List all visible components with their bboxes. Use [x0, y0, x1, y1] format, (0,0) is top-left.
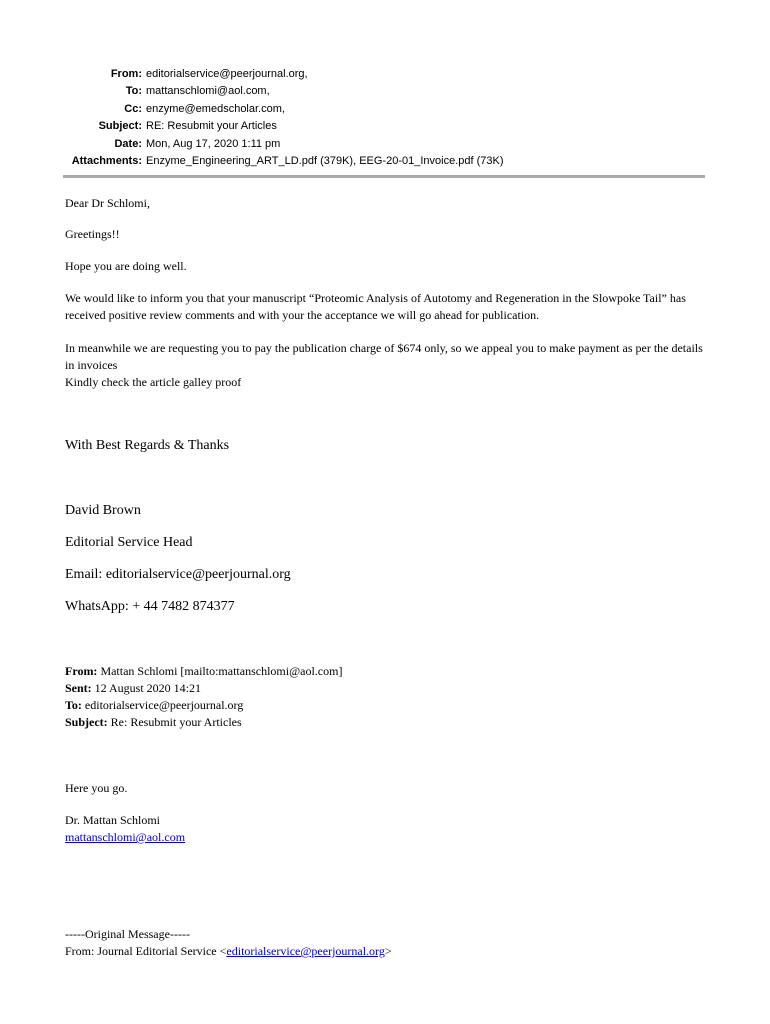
signature-name: David Brown: [65, 503, 141, 518]
to-label: To:: [125, 85, 142, 98]
header-cc-row: [0, 101, 770, 118]
quoted-to-label: To:: [65, 698, 82, 712]
quoted-sent-label: Sent:: [65, 681, 92, 695]
email-header: [0, 66, 770, 170]
cc-label: Cc:: [124, 102, 142, 115]
original-from-line: [65, 943, 715, 960]
quoted-subject: [65, 714, 715, 731]
original-from-email-link[interactable]: editorialservice@peerjournal.org: [226, 944, 385, 958]
quoted-from-value: Mattan Schlomi [mailto:mattanschlomi@aol.com]: [100, 664, 343, 678]
greeting: Greetings!!: [65, 227, 120, 241]
reply-signature-name: Dr. Mattan Schlomi: [65, 813, 160, 827]
closing: With Best Regards & Thanks: [65, 438, 230, 453]
header-subject-row: [0, 118, 770, 135]
header-divider: [63, 175, 705, 178]
paragraph-payment: In meanwhile we are requesting you to pay the publication charge of $674 only, so we appeal you to make payment as per the details in invoices: [65, 341, 703, 372]
original-from-suffix: >: [384, 944, 392, 958]
quoted-subject-value: Re: Resubmit your Articles: [110, 715, 242, 729]
header-attachments-row: [0, 153, 770, 170]
quoted-to-value: editorialservice@peerjournal.org: [84, 698, 244, 712]
date-value: Mon, Aug 17, 2020 1:11 pm: [146, 137, 281, 150]
original-from-prefix: From: Journal Editorial Service <: [65, 944, 227, 958]
paragraph-manuscript: We would like to inform you that your manuscript “Proteomic Analysis of Autotomy and Regeneration in the Slowpoke Tail” has received positive review comments and with your the acceptance we will go ahead for publication.: [65, 291, 686, 322]
reply-text: Here you go.: [65, 781, 128, 795]
original-message-marker: -----Original Message-----: [65, 927, 190, 941]
quoted-sent: [65, 680, 715, 697]
from-value: editorialservice@peerjournal.org,: [146, 68, 308, 80]
subject-label: Subject:: [98, 120, 142, 133]
salutation: Dear Dr Schlomi,: [65, 196, 150, 210]
attachments-label: Attachments:: [71, 154, 142, 167]
quoted-from-label: From:: [65, 664, 98, 678]
quoted-sent-value: 12 August 2020 14:21: [94, 681, 202, 695]
reply-signature-email-link[interactable]: mattanschlomi@aol.com: [65, 830, 186, 844]
cc-value: enzyme@emedscholar.com,: [146, 102, 285, 115]
to-value: mattanschlomi@aol.com,: [146, 85, 270, 98]
header-to-row: [0, 83, 770, 100]
reply-signature-email-line: [65, 829, 715, 846]
quoted-subject-label: Subject:: [65, 715, 108, 729]
signature-title: Editorial Service Head: [65, 535, 193, 550]
header-date-row: [0, 136, 770, 153]
quoted-to: [65, 697, 715, 714]
paragraph-galley: Kindly check the article galley proof: [65, 375, 242, 389]
attachments-value[interactable]: Enzyme_Engineering_ART_LD.pdf (379K), EEG-20-01_Invoice.pdf (73K): [146, 154, 504, 167]
subject-value: RE: Resubmit your Articles: [146, 120, 277, 133]
signature-email: Email: editorialservice@peerjournal.org: [65, 567, 291, 582]
header-from-row: [0, 66, 770, 83]
signature-whatsapp: WhatsApp: + 44 7482 874377: [65, 599, 235, 614]
from-label: From:: [110, 68, 142, 80]
wellwish: Hope you are doing well.: [65, 259, 187, 273]
date-label: Date:: [114, 137, 142, 150]
quoted-from: [65, 663, 715, 680]
